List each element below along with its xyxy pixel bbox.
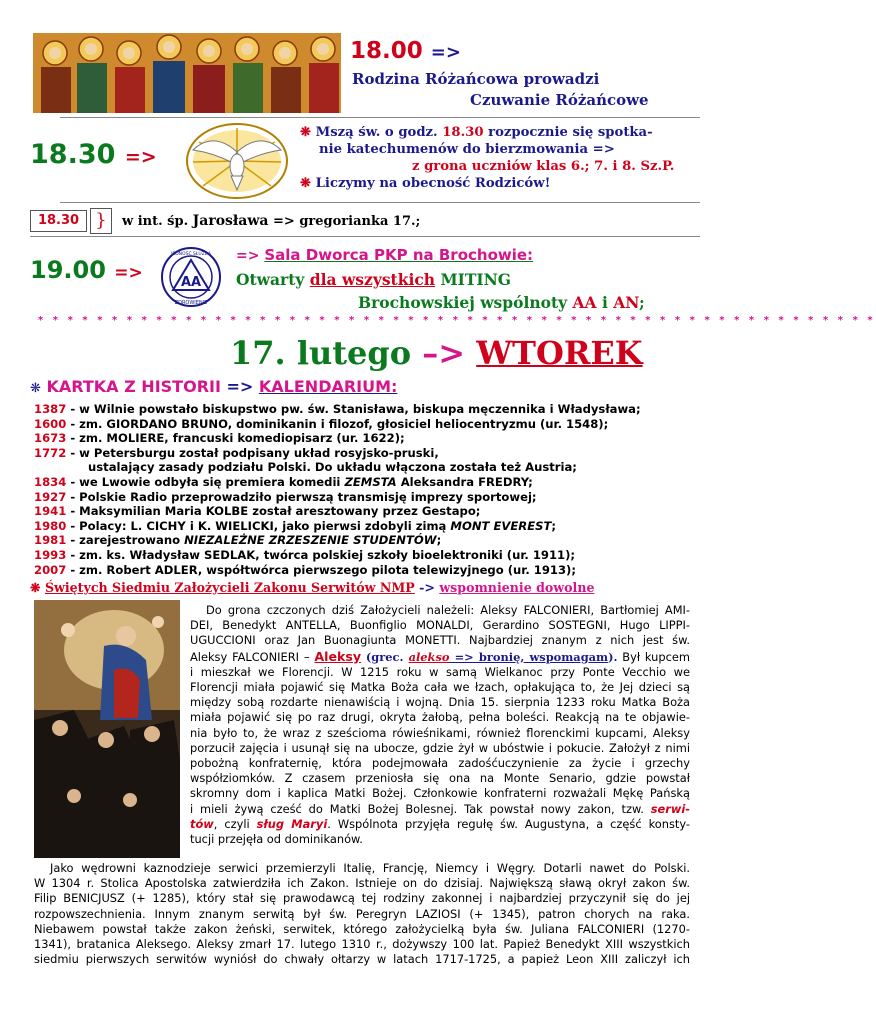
saints-text <box>190 603 690 847</box>
svg-text:ZDROWIENIE: ZDROWIENIE <box>174 300 208 306</box>
text-line: Do grona czczonych dziś Założycieli należeli: Aleksy FALCONIERI, Bartłomiej AMI- <box>206 603 690 617</box>
day-title: 17. lutego –> WTOREK <box>230 334 643 372</box>
text-line: pobożną konfraternię, która podejmowała zadośćuczynienie za życie i grzechy <box>190 756 690 771</box>
text-line: UGUCCIONI oraz Jan Buonagiunta MONETTI. Najbardziej znanym z nich jest św. <box>190 633 690 648</box>
divider-2 <box>60 202 700 203</box>
history-item: 1834 - we Lwowie odbyła się premiera komedii ZEMSTA Aleksandra FREDRY; <box>34 475 533 489</box>
history-item: 2007 - zm. Robert ADLER, współtwórca pierwszego pilota telewizyjnego (ur. 1913); <box>34 562 576 577</box>
intention-text: w int. śp. Jarosława => gregorianka 17.; <box>122 213 421 229</box>
aa-logo-icon <box>160 246 222 308</box>
icon-painting <box>33 33 341 113</box>
text-line: Jako wędrowni kaznodzieje serwici przemierzyli Italię, Francję, Niemcy i Węgry. Dotarli nawet do Polski. <box>50 861 690 875</box>
bullet-icon: ❋ <box>30 381 41 396</box>
text-line: Aleksy FALCONIERI – Aleksy (grec. alekso => bronię, wspomagam). Był kupcem <box>190 648 690 664</box>
intention-brace: } <box>90 208 112 234</box>
text-line: Filip BENICJUSZ (+ 1285), który stał się prawodawcą tej rodziny zakonnej i najbardziej przyczynił się do jej <box>34 891 690 906</box>
divider-3 <box>30 236 700 237</box>
history-item: 1941 - Maksymilian Maria KOLBE został aresztowany przez Gestapo; <box>34 504 481 519</box>
history-header: ❋ KARTKA Z HISTORII => KALENDARIUM: <box>30 377 398 396</box>
svg-text:AA: AA <box>180 275 202 290</box>
text-line: Niebawem powstał także zakon żeński, serwitek, którego założycielką była św. Juliana FALCONIERI (1270- <box>34 921 690 936</box>
saints-title: ❋ Świętych Siedmiu Założycieli Zakonu Serwitów NMP -> wspomnienie dowolne <box>30 580 595 595</box>
history-item: 1673 - zm. MOLIERE, francuski komediopisarz (ur. 1622); <box>34 431 405 446</box>
intention-time-box: 18.30 <box>30 210 87 232</box>
text-line: miała pojawić się po raz drugi, okryta żałobą, pełna boleści. Reakcją na te objawie- <box>190 710 690 725</box>
text-line: porzucił zajęcia i usunął się na ubocze, gdzie żył w ubóstwie i pokucie. Założył z nimi <box>190 740 690 755</box>
text-line: 1341), bratanica Aleksego. Aleksy zmarł 17. lutego 1310 r., dożywszy 100 lat. Papież Benedykt XIII wszystkich <box>34 937 690 952</box>
svg-text:JEDNOŚĆ SŁUŻBA: JEDNOŚĆ SŁUŻBA <box>171 252 211 257</box>
bullet-icon: ❋ <box>30 580 41 595</box>
star-separator: * * * * * * * * * * * * * * * * * * * * * * * * * * * * * * * * * * * * * * * * * * * * * * * * * * * * * * * * * <box>38 315 876 326</box>
servite-painting <box>34 600 180 858</box>
history-item: 1993 - zm. ks. Władysław SEDLAK, twórca polskiej szkoły bioelektroniki (ur. 1911); <box>34 548 576 562</box>
dove-icon <box>185 122 290 200</box>
text-line: tów, czyli sług Maryi. Wspólnota przyjęła regułę św. Augustyna, a część konsty- <box>190 816 690 831</box>
catechumen-notice: ❋ Mszą św. o godz. 18.30 rozpocznie się spotka- nie katechumenów do bierzmowania => z grona uczniów klas 6.; 7. i 8. Sz.P. ❋ Liczymy na obecność Rodziców! <box>300 125 675 191</box>
bullet-icon: ❋ <box>300 125 312 140</box>
text-line: między sobą rozdarte nienawiścią i wojną. Dnia 15. sierpnia 1233 roku Matka Boża <box>190 695 690 710</box>
rosary-line-2: Czuwanie Różańcowe <box>470 91 649 109</box>
text-line: W 1304 r. Stolica Apostolska zatwierdziła ich Zakon. Istnieje on do dzisiaj. Największą sławą okrył zakon św. <box>34 876 690 891</box>
bullet-icon: ❋ <box>300 176 312 191</box>
text-line: tucji przejęła od dominikanów. <box>190 832 363 847</box>
text-line: siedmiu pierwszych serwitów wyniósł do chwały ołtarzy w latach 1717-1725, a papież Leon XIII zaliczył ich <box>34 952 690 967</box>
meeting-line-3: Brochowskiej wspólnoty AA i AN; <box>358 293 645 312</box>
text-line: rozpowszechnienia. Innym znanym serwitą był św. Peregryn LAZIOSI (+ 1345), patron chorych na raka. <box>34 906 690 921</box>
meeting-line-2: Otwarty dla wszystkich MITING <box>236 270 512 289</box>
text-line: Florencji miała pojawić się Matka Boża cała we łzach, opłakująca to, że Jej dzieci są <box>190 680 690 695</box>
history-item: 1387 - w Wilnie powstało biskupstwo pw. św. Stanisława, biskupa męczennika i Władysława; <box>34 402 641 416</box>
divider-1 <box>60 117 700 118</box>
history-item: 1927 - Polskie Radio przeprowadziło pierwszą transmisję imprezy sportowej; <box>34 489 537 504</box>
history-item: 1981 - zarejestrowano NIEZALEŻNE ZRZESZENIE STUDENTÓW; <box>34 533 442 548</box>
text-line: współziomków. Z czasem przeniosła się ona na Monte Senario, gdzie powstał <box>190 771 690 786</box>
history-item: 1980 - Polacy: L. CICHY i K. WIELICKI, jako pierwsi zdobyli zimą MONT EVEREST; <box>34 518 557 533</box>
history-item: 1772 - w Petersburgu został podpisany układ rosyjsko-pruski, <box>34 445 439 460</box>
time-1830: 18.30 => <box>30 139 157 170</box>
text-line: nia było to, że wraz z sześcioma rówieśnikami, również florenckimi kupcami, Aleksy <box>190 725 690 740</box>
saints-text-full <box>34 861 690 967</box>
text-line: skromny dom i kaplica Matki Bożej. Członkowie konfraterni rozważali Mękę Pańską <box>190 786 690 801</box>
history-item: ustalający zasady podziału Polski. Do układu włączona została też Austria; <box>88 460 577 475</box>
text-line: i mieli żywą cześć do Matki Bożej Bolesnej. Tak powstał nowy zakon, tzw. serwi- <box>190 801 690 816</box>
time-1800: 18.00 => <box>350 38 461 64</box>
meeting-line-1: => Sala Dworca PKP na Brochowie: <box>236 246 534 264</box>
time-1900: 19.00 => <box>30 256 143 284</box>
text-line: i mieszkał we Florencji. W 1215 roku w samą Wielkanoc przy Ponte Vecchio we <box>190 664 690 679</box>
rosary-line-1: Rodzina Różańcowa prowadzi <box>352 70 600 88</box>
history-item: 1600 - zm. GIORDANO BRUNO, dominikanin i filozof, głosiciel heliocentryzmu (ur. 1548); <box>34 416 609 431</box>
text-line: DEI, Benedykt ANTELLA, Buonfiglio MONALDI, Gerardino SOSTEGNI, Hugo LIPPI- <box>190 618 690 633</box>
